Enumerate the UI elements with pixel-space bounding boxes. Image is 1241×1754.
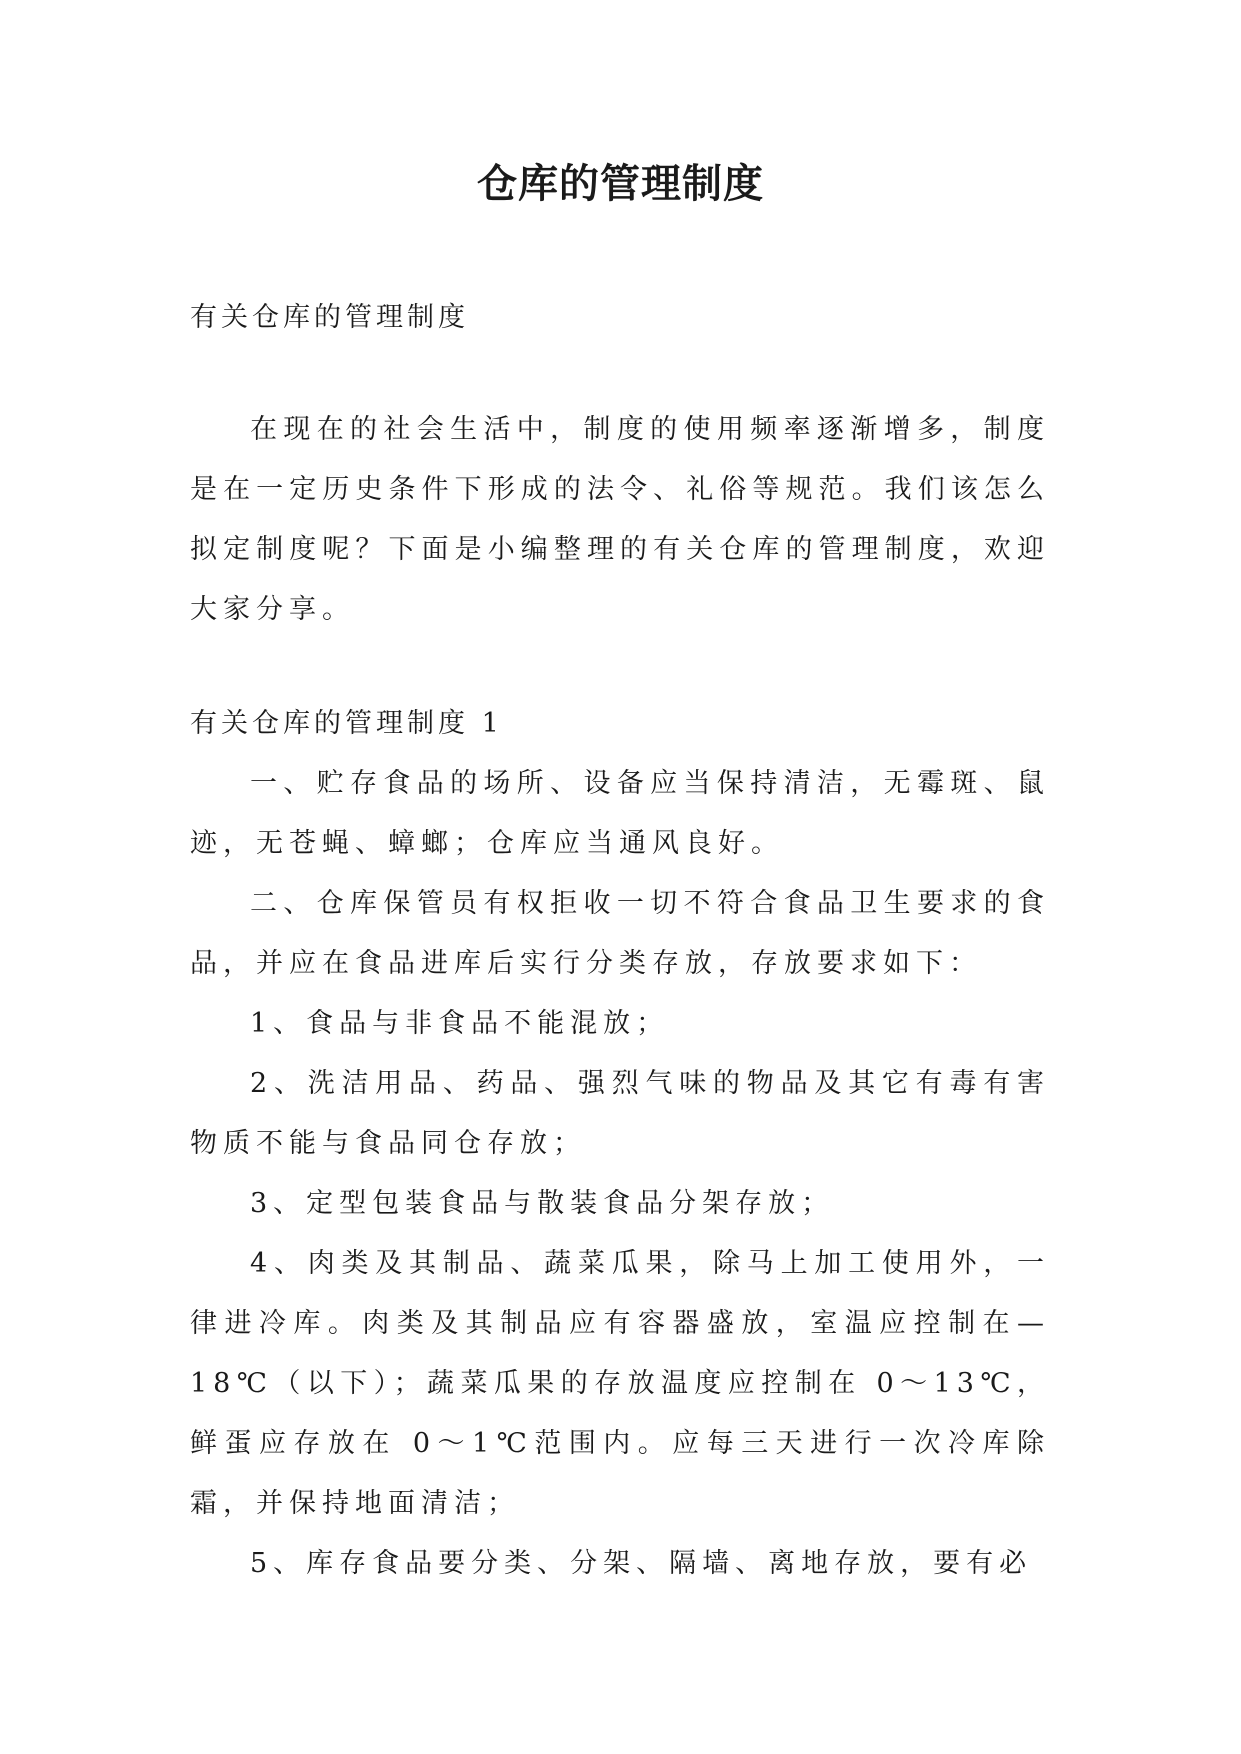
list-item: 3、定型包装食品与散装食品分架存放；	[250, 1188, 835, 1219]
intro-paragraph: 在现在的社会生活中，制度的使用频率逐渐增多，制度是在一定历史条件下形成的法令、礼俗等规范。我们该怎么拟定制度呢？下面是小编整理的有关仓库的管理制度，欢迎大家分享。	[190, 414, 1050, 625]
list-item: 1、食品与非食品不能混放；	[250, 1008, 670, 1039]
list-item: 二、仓库保管员有权拒收一切不符合食品卫生要求的食品，并应在食品进库后实行分类存放，存放要求如下：	[190, 888, 1050, 979]
list-item: 一、贮存食品的场所、设备应当保持清洁，无霉斑、鼠迹，无苍蝇、蟑螂；仓库应当通风良好。	[190, 768, 1050, 859]
list-item: 5、库存食品要分类、分架、隔墙、离地存放，要有必	[250, 1548, 1033, 1579]
document-subtitle: 有关仓库的管理制度	[190, 302, 469, 333]
list-item: 2、洗洁用品、药品、强烈气味的物品及其它有毒有害物质不能与食品同仓存放；	[190, 1068, 1050, 1159]
intro-block	[190, 400, 1050, 640]
section-items	[190, 754, 1050, 1594]
list-item: 4、肉类及其制品、蔬菜瓜果，除马上加工使用外，一律进冷库。肉类及其制品应有容器盛放，室温应控制在—18℃（以下）；蔬菜瓜果的存放温度应控制在 0～13℃，鲜蛋应存放在 0～1℃范围内。应每三天进行一次冷库除霜，并保持地面清洁；	[190, 1248, 1050, 1519]
document-title: 仓库的管理制度	[477, 161, 764, 207]
section-heading: 有关仓库的管理制度 1	[190, 708, 503, 739]
